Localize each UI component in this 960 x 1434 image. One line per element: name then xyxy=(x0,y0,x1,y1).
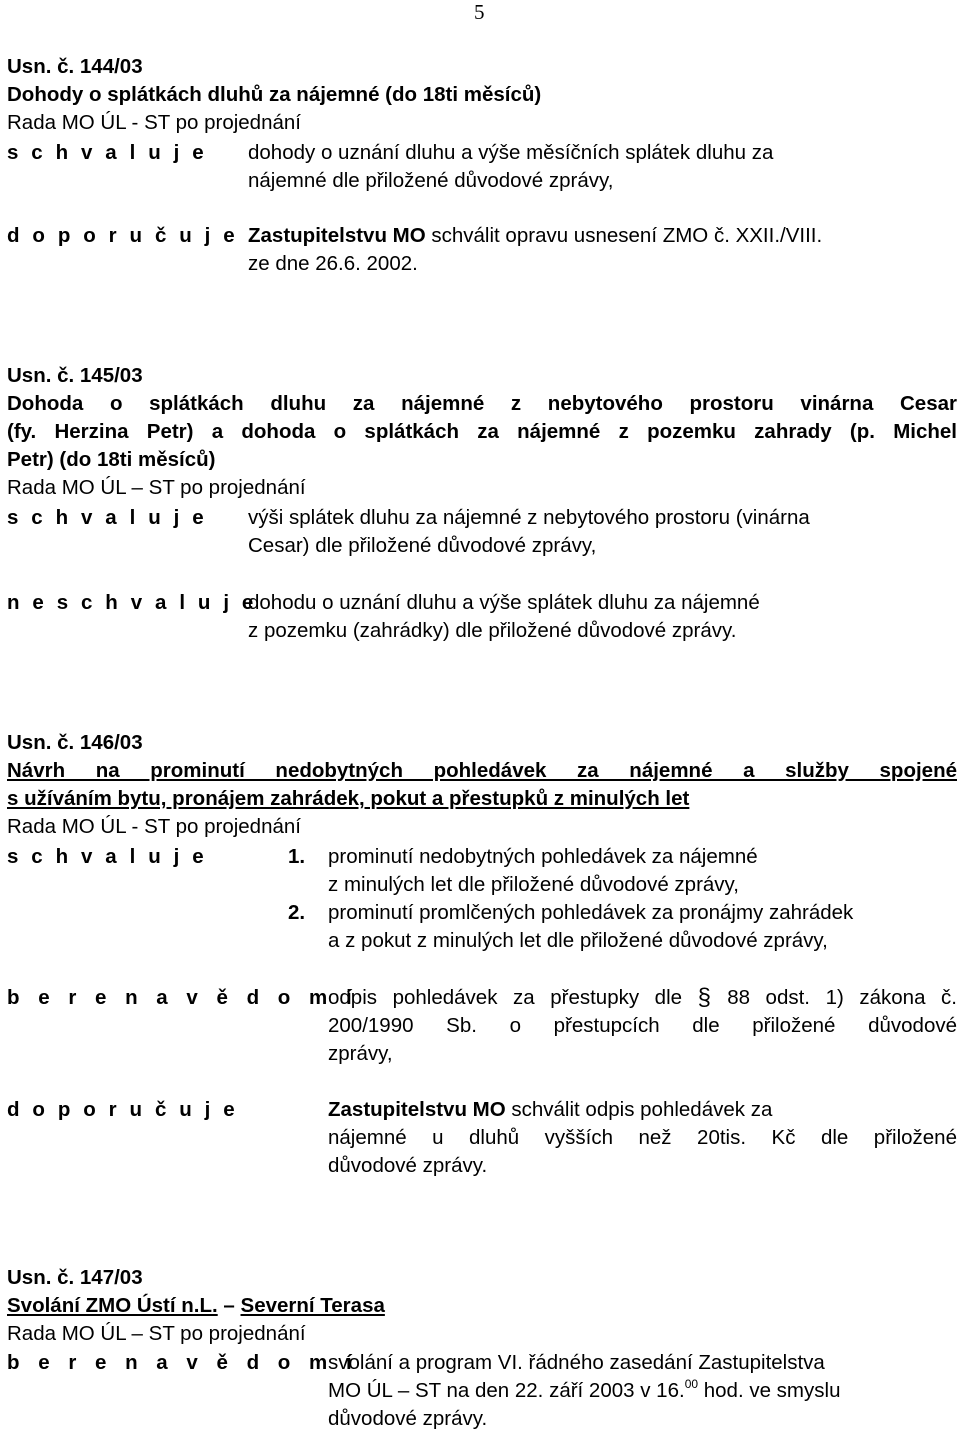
item-number-2: 2. xyxy=(288,901,306,924)
doporucuje-text-line2: ze dne 26.6. 2002. xyxy=(248,252,418,275)
verb-doporucuje: d o p o r u č u j e xyxy=(7,224,239,247)
doporucuje-text-line3: důvodové zprávy. xyxy=(328,1154,488,1177)
schvaluje-text-line2: Cesar) dle přiložené důvodové zprávy, xyxy=(248,534,597,557)
neschvaluje-text-line2: z pozemku (zahrádky) dle přiložené důvodové zprávy. xyxy=(248,619,737,642)
item2-text-line1: prominutí promlčených pohledávek za pronájmy zahrádek xyxy=(328,901,854,924)
item2-text-line2: a z pokut z minulých let dle přiložené důvodové zprávy, xyxy=(328,929,828,952)
verb-neschvaluje: n e s c h v a l u j e xyxy=(7,591,257,614)
bere-text-a: odpis pohledávek za přestupky dle xyxy=(328,986,683,1009)
council-intro: Rada MO ÚL – ST po projednání xyxy=(7,476,306,499)
resolution-number: Usn. č. 144/03 xyxy=(7,55,143,78)
resolution-title: Dohody o splátkách dluhů za nájemné (do 18ti měsíců) xyxy=(7,83,542,106)
bere-text-a: MO ÚL – ST na den 22. září 2003 v 16. xyxy=(328,1379,685,1402)
resolution-title-line2: (fy. Herzina Petr) a dohoda o splátkách za nájemné z pozemku zahrady (p. Michel xyxy=(7,420,957,443)
verb-schvaluje: s c h v a l u j e xyxy=(7,506,208,529)
doporucuje-rest: schválit odpis pohledávek za xyxy=(505,1098,773,1121)
verb-schvaluje: s c h v a l u j e xyxy=(7,845,208,868)
page-number: 5 xyxy=(474,0,485,24)
title-part-a: Svolání ZMO Ústí n.L. xyxy=(7,1294,218,1317)
schvaluje-text-line2: nájemné dle přiložené důvodové zprávy, xyxy=(248,169,614,192)
title-separator: – xyxy=(217,1294,241,1317)
verb-doporucuje: d o p o r u č u j e xyxy=(7,1098,239,1121)
item1-text-line2: z minulých let dle přiložené důvodové zprávy, xyxy=(328,873,739,896)
resolution-title-line2: s užíváním bytu, pronájem zahrádek, pokut a přestupků z minulých let xyxy=(7,787,690,810)
doporucuje-text-line2: nájemné u dluhů vyšších než 20tis. Kč dle přiložené xyxy=(328,1126,957,1149)
resolution-title-line1: Návrh na prominutí nedobytných pohledávek za nájemné a služby spojené xyxy=(7,759,957,782)
bere-text-b: 88 odst. 1) zákona č. xyxy=(727,986,957,1009)
bere-text-line2 xyxy=(328,1377,840,1405)
title-part-b: Severní Terasa xyxy=(240,1294,385,1317)
schvaluje-text-line1: výši splátek dluhu za nájemné z nebytového prostoru (vinárna xyxy=(248,506,810,529)
bere-text-line3: důvodové zprávy. xyxy=(328,1407,488,1430)
resolution-title xyxy=(7,1292,385,1320)
verb-bere-na-vedomi: b e r e n a v ě d o m í xyxy=(7,1351,359,1374)
council-intro: Rada MO ÚL - ST po projednání xyxy=(7,815,301,838)
resolution-number: Usn. č. 145/03 xyxy=(7,364,143,387)
bere-text-line3: zprávy, xyxy=(328,1042,393,1065)
section-sign-icon xyxy=(698,984,712,1012)
resolution-title-line3: Petr) (do 18ti měsíců) xyxy=(7,448,216,471)
verb-schvaluje: s c h v a l u j e xyxy=(7,141,208,164)
council-name: Zastupitelstvu MO xyxy=(248,224,426,247)
council-intro: Rada MO ÚL - ST po projednání xyxy=(7,111,301,134)
schvaluje-text-line1: dohody o uznání dluhu a výše měsíčních splátek dluhu za xyxy=(248,141,774,164)
bere-text-line1: svolání a program VI. řádného zasedání Zastupitelstva xyxy=(328,1351,825,1374)
bere-text-line2: 200/1990 Sb. o přestupcích dle přiložené důvodové xyxy=(328,1014,957,1037)
doporucuje-rest: schválit opravu usnesení ZMO č. XXII./VIII. xyxy=(425,224,823,247)
doporucuje-text-line1 xyxy=(328,1096,772,1124)
neschvaluje-text-line1: dohodu o uznání dluhu a výše splátek dluhu za nájemné xyxy=(248,591,760,614)
time-superscript: 00 xyxy=(684,1377,699,1391)
resolution-number: Usn. č. 146/03 xyxy=(7,731,143,754)
verb-bere-na-vedomi: b e r e n a v ě d o m í xyxy=(7,986,359,1009)
council-intro: Rada MO ÚL – ST po projednání xyxy=(7,1322,306,1345)
resolution-title-line1: Dohoda o splátkách dluhu za nájemné z nebytového prostoru vinárna Cesar xyxy=(7,392,957,415)
bere-text-b: hod. ve smyslu xyxy=(698,1379,841,1402)
council-name: Zastupitelstvu MO xyxy=(328,1098,506,1121)
bere-text-line1 xyxy=(328,984,957,1012)
item1-text-line1: prominutí nedobytných pohledávek za nájemné xyxy=(328,845,758,868)
item-number-1: 1. xyxy=(288,845,306,868)
doporucuje-text-line1 xyxy=(248,222,822,250)
resolution-number: Usn. č. 147/03 xyxy=(7,1266,143,1289)
